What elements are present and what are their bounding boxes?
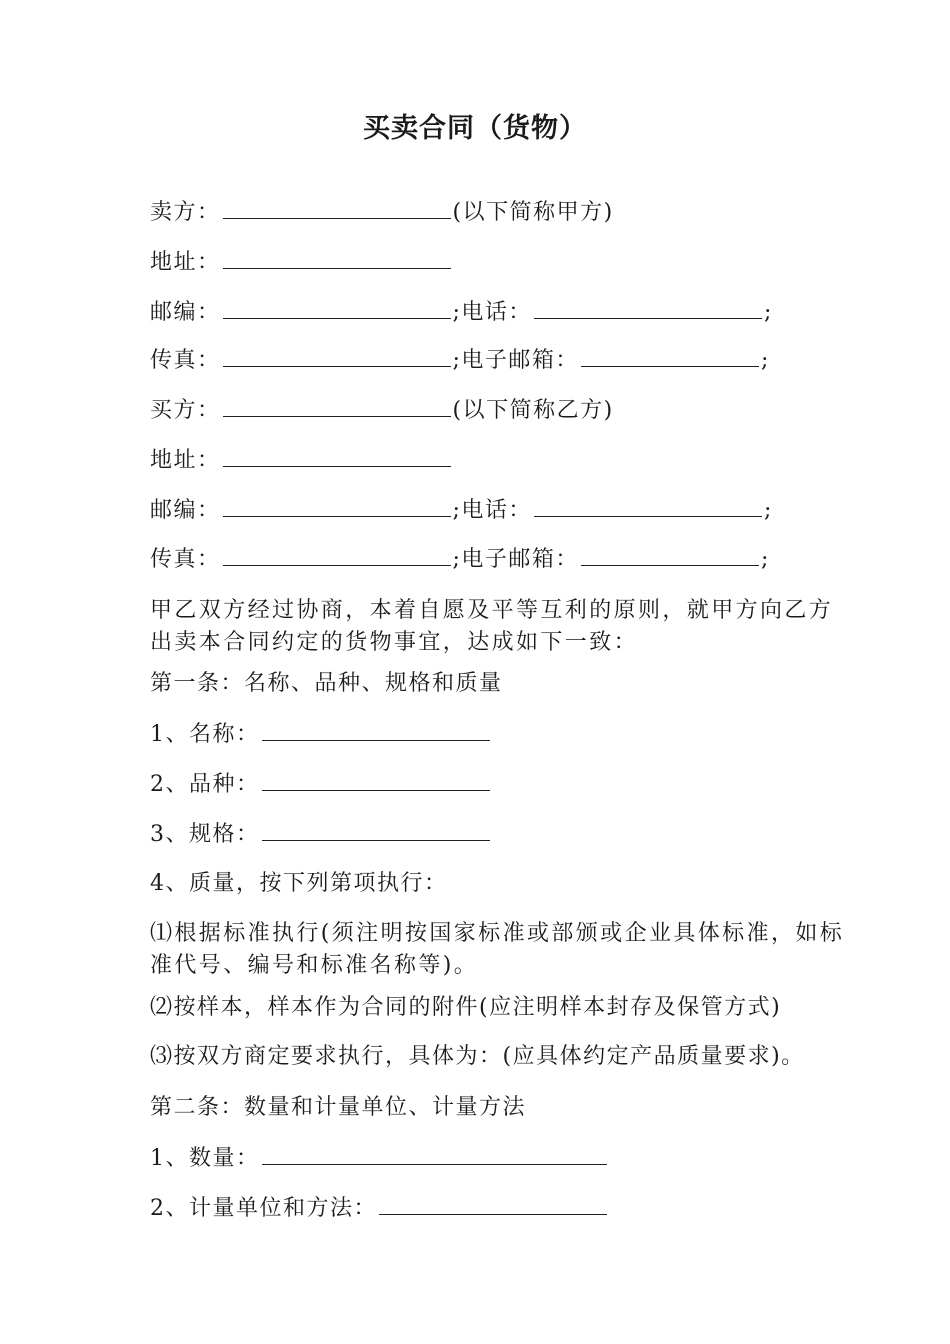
buyer-suffix: (以下简称乙方) [452,398,614,423]
article1-item1-text: ⑴根据标准执行(须注明按国家标准或部颁或企业具体标准，如标准代号、编号和标准名称等)。 [150,921,845,978]
buyer-fax-line [150,545,770,574]
article2-quantity-label: 1、数量： [150,1146,260,1171]
buyer-address-blank[interactable] [223,446,451,467]
article2-heading: 第二条：数量和计量单位、计量方法 [150,1095,527,1120]
article1-spec-label: 3、规格： [150,822,260,847]
seller-name-blank[interactable] [223,198,451,219]
buyer-email-label: ;电子邮箱： [452,547,579,572]
article2-quantity-blank[interactable] [262,1144,607,1165]
buyer-postcode-label: 邮编： [150,498,221,523]
seller-fax-label: 传真： [150,348,221,373]
article1-item2: ⑵按样本，样本作为合同的附件(应注明样本封存及保管方式) [150,995,782,1020]
intro-text: 甲乙双方经过协商，本着自愿及平等互利的原则，就甲方向乙方出卖本合同约定的货物事宜，达成如下一致： [150,598,834,655]
article1-variety-line [150,770,492,799]
seller-email-blank[interactable] [581,346,759,367]
seller-suffix: (以下简称甲方) [452,200,614,225]
page-title: 买卖合同（货物） [363,113,587,144]
article1-heading: 第一条：名称、品种、规格和质量 [150,671,503,696]
buyer-phone-label: ;电话： [452,498,532,523]
buyer-fax-end: ; [760,547,770,572]
intro-paragraph [102,595,854,659]
article2-unit-label: 2、计量单位和方法： [150,1196,377,1221]
seller-fax-end: ; [760,348,770,373]
seller-postcode-label: 邮编： [150,300,221,325]
article1-name-line [150,720,492,749]
seller-address-label: 地址： [150,250,221,275]
seller-contact-line [150,298,773,327]
seller-label: 卖方： [150,200,221,225]
buyer-contact-line [150,496,773,525]
article1-name-label: 1、名称： [150,722,260,747]
seller-address-blank[interactable] [223,248,451,269]
seller-fax-line [150,346,770,375]
article1-item1 [102,918,854,982]
buyer-fax-label: 传真： [150,547,221,572]
article2-quantity-line [150,1144,609,1173]
seller-line [150,198,614,227]
article1-name-blank[interactable] [262,720,490,741]
article1-variety-label: 2、品种： [150,772,260,797]
seller-address-line [150,248,453,277]
article1-spec-line [150,820,492,849]
seller-email-label: ;电子邮箱： [452,348,579,373]
article2-unit-line [150,1194,609,1223]
buyer-line [150,396,614,425]
article1-item3: ⑶按双方商定要求执行，具体为：(应具体约定产品质量要求)。 [150,1044,805,1069]
buyer-address-label: 地址： [150,448,221,473]
buyer-contact-end: ; [763,498,773,523]
seller-postcode-blank[interactable] [223,298,451,319]
buyer-address-line [150,446,453,475]
seller-phone-blank[interactable] [534,298,762,319]
article1-quality-line: 4、质量，按下列第项执行： [150,871,448,896]
seller-contact-end: ; [763,300,773,325]
buyer-email-blank[interactable] [581,545,759,566]
buyer-label: 买方： [150,398,221,423]
buyer-postcode-blank[interactable] [223,496,451,517]
article1-spec-blank[interactable] [262,820,490,841]
article2-unit-blank[interactable] [379,1194,607,1215]
seller-phone-label: ;电话： [452,300,532,325]
seller-fax-blank[interactable] [223,346,451,367]
buyer-name-blank[interactable] [223,396,451,417]
buyer-phone-blank[interactable] [534,496,762,517]
article1-variety-blank[interactable] [262,770,490,791]
buyer-fax-blank[interactable] [223,545,451,566]
